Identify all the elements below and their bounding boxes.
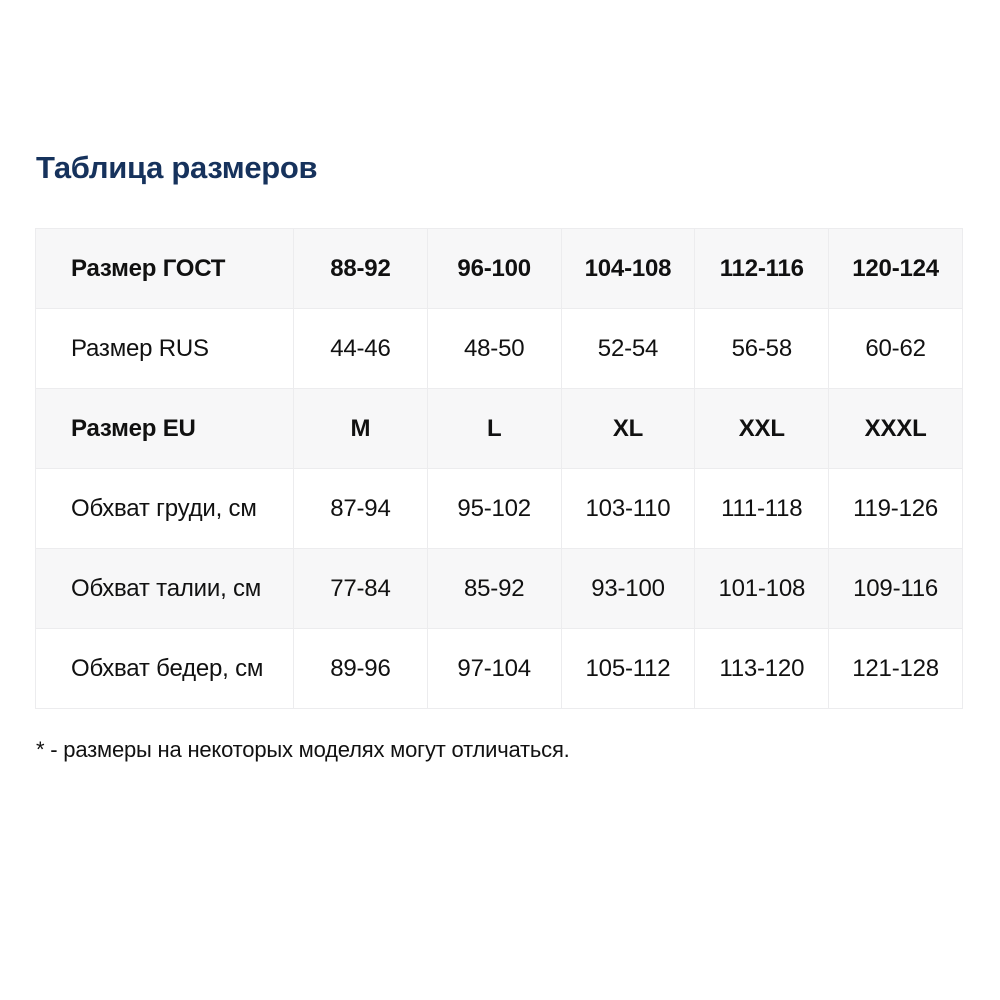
row-label: Размер ГОСТ <box>36 229 294 309</box>
value-cell: 88-92 <box>294 229 428 309</box>
value-cell: 97-104 <box>427 629 561 709</box>
value-cell: 104-108 <box>561 229 695 309</box>
size-chart-title: Таблица размеров <box>36 150 318 185</box>
value-cell: 121-128 <box>829 629 963 709</box>
table-row-gost <box>36 229 963 309</box>
row-label: Обхват груди, см <box>36 469 294 549</box>
value-cell: 113-120 <box>695 629 829 709</box>
value-cell: M <box>294 389 428 469</box>
value-cell: XXXL <box>829 389 963 469</box>
table-row-hips <box>36 629 963 709</box>
value-cell: 93-100 <box>561 549 695 629</box>
value-cell: 89-96 <box>294 629 428 709</box>
size-table <box>35 228 963 709</box>
value-cell: 87-94 <box>294 469 428 549</box>
table-row-eu <box>36 389 963 469</box>
table-row-chest <box>36 469 963 549</box>
table-row-waist <box>36 549 963 629</box>
value-cell: 52-54 <box>561 309 695 389</box>
value-cell: 109-116 <box>829 549 963 629</box>
value-cell: XL <box>561 389 695 469</box>
value-cell: 103-110 <box>561 469 695 549</box>
value-cell: 95-102 <box>427 469 561 549</box>
value-cell: XXL <box>695 389 829 469</box>
value-cell: 44-46 <box>294 309 428 389</box>
value-cell: 60-62 <box>829 309 963 389</box>
value-cell: 96-100 <box>427 229 561 309</box>
value-cell: 48-50 <box>427 309 561 389</box>
size-chart-footnote: * - размеры на некоторых моделях могут отличаться. <box>36 737 570 762</box>
value-cell: 112-116 <box>695 229 829 309</box>
value-cell: 111-118 <box>695 469 829 549</box>
row-label: Размер EU <box>36 389 294 469</box>
value-cell: 85-92 <box>427 549 561 629</box>
value-cell: 119-126 <box>829 469 963 549</box>
value-cell: 120-124 <box>829 229 963 309</box>
value-cell: 101-108 <box>695 549 829 629</box>
value-cell: 77-84 <box>294 549 428 629</box>
row-label: Размер RUS <box>36 309 294 389</box>
value-cell: 105-112 <box>561 629 695 709</box>
value-cell: 56-58 <box>695 309 829 389</box>
row-label: Обхват талии, см <box>36 549 294 629</box>
table-row-rus <box>36 309 963 389</box>
row-label: Обхват бедер, см <box>36 629 294 709</box>
value-cell: L <box>427 389 561 469</box>
